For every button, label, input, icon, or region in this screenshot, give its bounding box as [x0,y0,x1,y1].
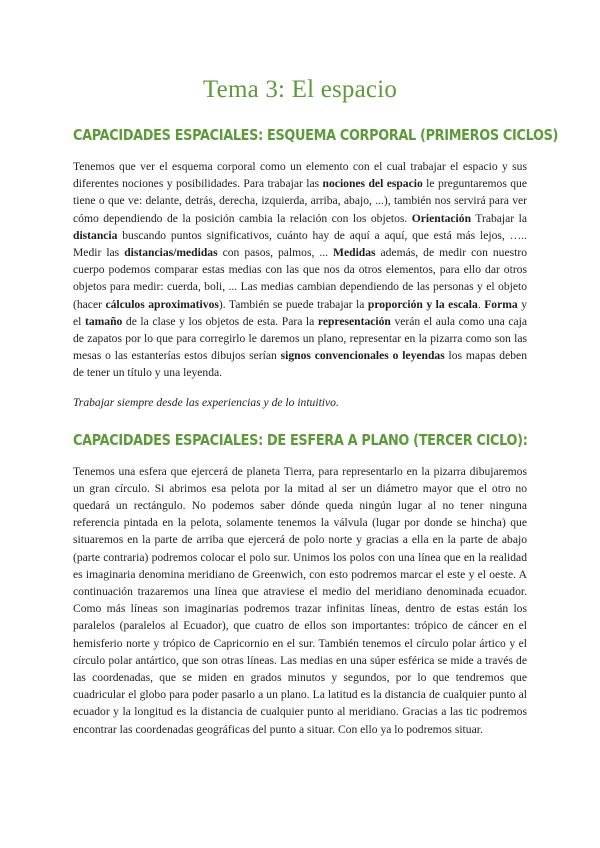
bold-term: tamaño [84,314,123,328]
text-run: le preguntaremos que tiene o que ve: delante, detrás, derecha, izquierda, arriba, abajo, ...), también nos servirá para ver cómo dependiendo de la posición cambia la relación con los objetos. [73,177,527,225]
section-heading-esquema-corporal: CAPACIDADES ESPACIALES: ESQUEMA CORPORAL (PRIMEROS CICLOS) [73,126,559,144]
italic-note: Trabajar siempre desde las experiencias y de lo intuitivo. [73,395,339,409]
text-run: y el [73,297,527,328]
bold-term: signos convencionales o leyendas [280,349,445,363]
bold-term: Orientación [411,211,472,225]
bold-term: distancia [73,228,118,242]
bold-term: Medidas [333,246,376,260]
page-title: Tema 3: El espacio [202,76,398,103]
bold-term: proporción y la escala [367,297,478,311]
paragraph-esquema-corporal [73,158,527,382]
bold-term: representación [317,314,391,328]
text-run: Trabajar la [471,211,527,225]
text-run: además, de medir con nuestro cuerpo podemos comparar estas medias con las que nos da otros elementos, para ello dar otros objetos para medir: cuerda, boli, ... Las medias cambian dependiendo de las personas y el objeto (hacer [73,246,527,311]
bold-term: distancias/medidas [124,246,218,260]
text-run: de la clase y los objetos de esta. Para la [122,314,318,328]
text-run: Tenemos que ver el esquema corporal como un elemento con el cual trabajar el espacio y sus diferentes nociones y posibilidades. Para trabajar las [73,160,527,191]
bold-term: Forma [484,297,518,311]
section-heading-esfera-plano: CAPACIDADES ESPACIALES: DE ESFERA A PLANO (TERCER CICLO): [73,430,528,449]
text-run: con pasos, palmos, ... [217,246,334,260]
text-run: verán el aula como una caja de zapatos por lo que para corregirlo le daremos un plano, representar en la pizarra como son las mesas o las estanterías estos dibujos serían [73,314,527,363]
bold-term: nociones del espacio [322,177,423,191]
bold-term: cálculos aproximativos [105,297,219,311]
text-run: ). También se puede trabajar la [218,297,368,311]
paragraph-esfera-plano: Tenemos una esfera que ejercerá de planeta Tierra, para representarlo en la pizarra dibujaremos un gran círculo. Si abrimos esa pelota por la mitad al ser un diámetro mayor que el otro no quedará un rectángulo. No podemos saber dónde queda ningún lugar al no tener ninguna referencia pintada en la pelota, solamente tenemos la válvula (lugar por donde se hincha) que situaremos en la parte de arriba que ejercerá de polo norte y gracias a ella en la parte de abajo (parte contraria) podremos colocar el polo sur. Unimos los polos con una línea que en la realidad es imaginaria denomina meridiano de Greenwich, con esto podremos marcar el este y el oeste. A continuación trazaremos una línea que atraviese el medio del meridiano denominada ecuador. Como más líneas son imaginarias podremos trazar infinitas líneas, dentro de estas están los paralelos (paralelos al Ecuador), que cuatro de ellos son importantes: trópico de cáncer en el hemisferio norte y trópico de Capricornio en el sur. También tenemos el círculo polar ártico y el círculo polar antártico, que son otras líneas. Las medias en una súper esférica se mide a través de las coordenadas, que se miden en grados minutos y segundos, por lo que tendremos que cuadricular el globo para poder pasarlo a un plano. La latitud es la distancia de cualquier punto al ecuador y la longitud es la distancia de cualquier punto al meridiano. Gracias a las tic podremos encontrar las coordenadas geográficas del punto a situar. Con ello ya lo podremos situar. [73,464,527,736]
text-run: los mapas deben de tener un título y una leyenda. [73,349,527,380]
text-run: buscando puntos significativos, cuánto hay de aquí a aquí, que está más lejos, ….. Medir las [73,228,527,260]
text-run: . [477,297,485,311]
